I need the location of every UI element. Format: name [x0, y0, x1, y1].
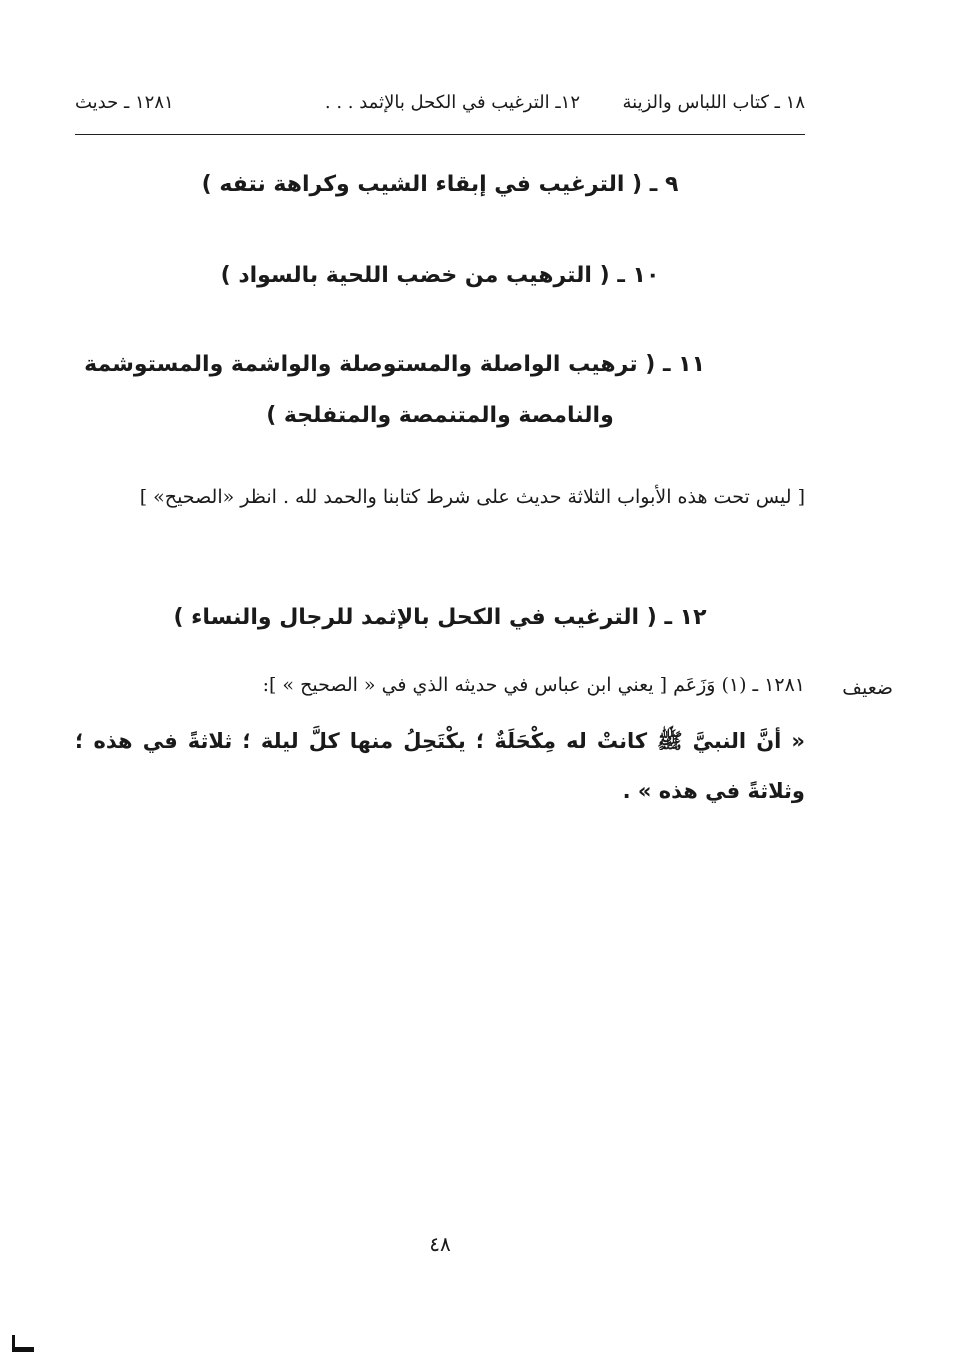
hadith-intro: ١٢٨١ ـ (١) وَزَعَم [ يعني ابن عباس في حديثه الذي في « الصحيح » ]:: [262, 674, 805, 696]
header-hadith-ref: ١٢٨١ ـ حديث: [75, 92, 174, 113]
hadith-text: « أنَّ النبيَّ ﷺ كانتْ له مِكْحَلَةٌ ؛ يكْتَحِلُ منها كلَّ ليلة ؛ ثلاثةً في هذه ؛ وثلاثةً في هذه » .: [75, 729, 805, 803]
chapter-9-title: ٩ ـ ( الترغيب في إبقاء الشيب وكراهة نتفه ): [201, 172, 679, 197]
hadith-grade: ضعيف: [842, 677, 893, 699]
page-number: ٤٨: [429, 1232, 451, 1256]
running-header: [75, 88, 805, 122]
chapter-10-title: ١٠ ـ ( الترهيب من خضب اللحية بالسواد ): [220, 263, 660, 288]
chapter-11-title-line2: والنامصة والمتنمصة والمتفلجة ): [266, 403, 614, 428]
header-book-title: ١٨ ـ كتاب اللباس والزينة: [622, 92, 805, 113]
header-divider: [75, 134, 805, 135]
header-chapter-title: ١٢ـ الترغيب في الكحل بالإثمد . . .: [324, 92, 580, 113]
chapter-12-title: ١٢ ـ ( الترغيب في الكحل بالإثمد للرجال والنساء ): [173, 605, 707, 630]
corner-scan-mark: [10, 1333, 36, 1353]
chapter-11-title-line1: ١١ ـ ( ترهيب الواصلة والمستوصلة والواشمة والمستوشمة: [84, 352, 705, 377]
editor-note: [ ليس تحت هذه الأبواب الثلاثة حديث على شرط كتابنا والحمد لله . انظر «الصحيح» ]: [139, 486, 805, 508]
